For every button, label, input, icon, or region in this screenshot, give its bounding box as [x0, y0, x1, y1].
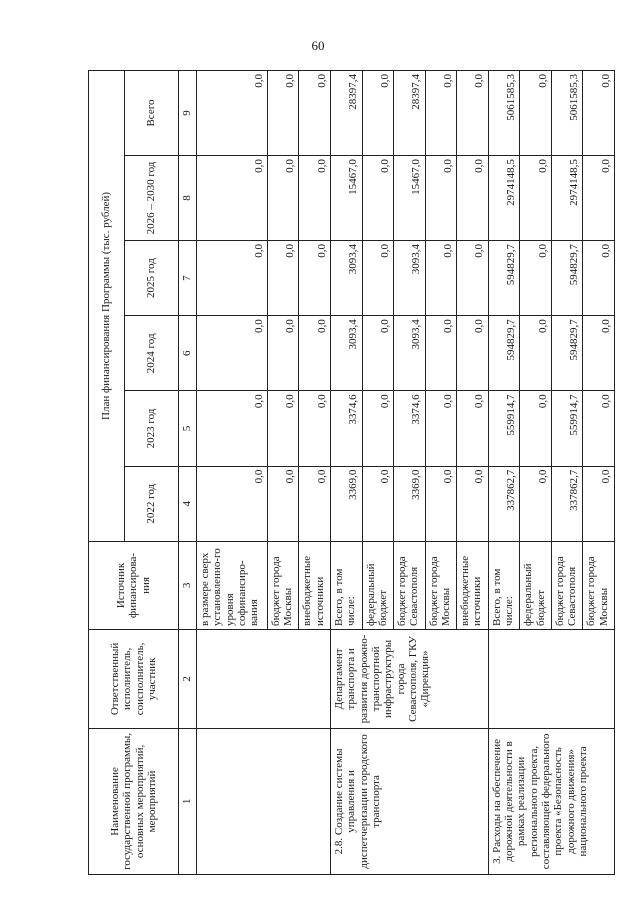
value-2022: 0,0	[583, 466, 615, 541]
header-executor: Ответственный исполнитель, соисполнитель, участник	[89, 629, 179, 728]
value-2022: 0,0	[520, 466, 552, 541]
value-2023: 0,0	[520, 391, 552, 466]
column-index: 9	[179, 71, 197, 156]
value-2024: 0,0	[299, 316, 331, 391]
value-2023: 0,0	[583, 391, 615, 466]
source-cell: Всего, в том числе:	[330, 541, 362, 629]
value-2025: 0,0	[583, 240, 615, 315]
value-2023: 559914,7	[488, 391, 520, 466]
value-2024: 594829,7	[488, 316, 520, 391]
value-2026-2030: 0,0	[583, 156, 615, 241]
value-2024: 0,0	[457, 316, 489, 391]
value-2025: 0,0	[299, 240, 331, 315]
rotated-page-content	[88, 70, 615, 875]
source-cell: внебюджетные источники	[299, 541, 331, 629]
value-2022: 337862,7	[551, 466, 583, 541]
value-2024: 3093,4	[330, 316, 362, 391]
column-index: 4	[179, 466, 197, 541]
rotated-table-container	[88, 70, 615, 875]
table-row	[330, 71, 362, 875]
value-2024: 3093,4	[394, 316, 426, 391]
value-2022: 0,0	[197, 466, 268, 541]
header-year-2023: 2023 год	[125, 391, 179, 466]
group-3-executor	[488, 629, 614, 728]
value-2025: 0,0	[267, 240, 299, 315]
value-2024: 0,0	[425, 316, 457, 391]
value-2026-2030: 0,0	[267, 156, 299, 241]
value-2023: 0,0	[299, 391, 331, 466]
value-total: 0,0	[583, 71, 615, 156]
value-2024: 0,0	[197, 316, 268, 391]
value-2025: 0,0	[520, 240, 552, 315]
column-index: 6	[179, 316, 197, 391]
value-2025: 0,0	[362, 240, 394, 315]
value-2024: 0,0	[362, 316, 394, 391]
page-number: 60	[311, 38, 325, 53]
value-2025: 0,0	[197, 240, 268, 315]
source-cell: внебюджетные источники	[457, 541, 489, 629]
source-cell: в размере сверх установленно-го уровня софинансиро-вания	[197, 541, 268, 629]
value-2025: 0,0	[457, 240, 489, 315]
value-2022: 0,0	[362, 466, 394, 541]
value-2026-2030: 0,0	[457, 156, 489, 241]
source-cell: бюджет города Москвы	[583, 541, 615, 629]
value-total: 28397,4	[330, 71, 362, 156]
value-2022: 0,0	[457, 466, 489, 541]
value-2022: 0,0	[425, 466, 457, 541]
value-2025: 0,0	[425, 240, 457, 315]
value-2025: 3093,4	[330, 240, 362, 315]
column-index: 3	[179, 541, 197, 629]
column-index: 8	[179, 156, 197, 241]
value-2026-2030: 2974148,5	[551, 156, 583, 241]
value-2025: 3093,4	[394, 240, 426, 315]
value-2026-2030: 15467,0	[330, 156, 362, 241]
value-total: 0,0	[425, 71, 457, 156]
value-2026-2030: 0,0	[425, 156, 457, 241]
column-index: 2	[179, 629, 197, 728]
value-total: 0,0	[299, 71, 331, 156]
value-2023: 559914,7	[551, 391, 583, 466]
source-cell: бюджет города Севастополя	[551, 541, 583, 629]
source-cell: бюджет города Москвы	[267, 541, 299, 629]
value-2023: 0,0	[267, 391, 299, 466]
value-2023: 0,0	[362, 391, 394, 466]
value-2026-2030: 2974148,5	[488, 156, 520, 241]
table-row	[488, 71, 520, 875]
source-cell: бюджет города Москвы	[425, 541, 457, 629]
value-total: 0,0	[197, 71, 268, 156]
header-total: Всего	[125, 71, 179, 156]
value-2025: 594829,7	[488, 240, 520, 315]
value-2023: 3374,6	[394, 391, 426, 466]
value-total: 0,0	[362, 71, 394, 156]
column-index: 7	[179, 240, 197, 315]
group-2-8-executor: Департамент транспорта и развития дорожно-транспортной инфраструктуры города Севастополя, ГКУ «Дирекция»	[330, 629, 488, 728]
value-2026-2030: 15467,0	[394, 156, 426, 241]
group-3-name: 3. Расходы на обеспечение дорожной деятельности в рамках реализации регионального проекта, составляющей федерального проекта «Безопасность дорожного движения» национального проекта	[488, 728, 614, 874]
source-cell: федеральный бюджет	[362, 541, 394, 629]
value-2022: 3369,0	[394, 466, 426, 541]
source-cell: бюджет города Севастополя	[394, 541, 426, 629]
value-2026-2030: 0,0	[197, 156, 268, 241]
group-2-8-name: 2.8. Создание системы управления и диспетчеризации городского транспорта	[330, 728, 488, 874]
value-total: 0,0	[520, 71, 552, 156]
financing-table	[88, 70, 615, 875]
value-2023: 0,0	[425, 391, 457, 466]
column-index-row	[179, 71, 197, 875]
value-total: 0,0	[267, 71, 299, 156]
header-year-2024: 2024 год	[125, 316, 179, 391]
header-program-name: Наименование государственной программы, основных мероприятий, мероприятий	[89, 728, 179, 874]
value-2024: 0,0	[520, 316, 552, 391]
value-2023: 3374,6	[330, 391, 362, 466]
source-cell: Всего, в том числе:	[488, 541, 520, 629]
value-2022: 0,0	[267, 466, 299, 541]
value-2025: 594829,7	[551, 240, 583, 315]
value-2022: 0,0	[299, 466, 331, 541]
value-2023: 0,0	[457, 391, 489, 466]
column-index: 1	[179, 728, 197, 874]
source-cell: федеральный бюджет	[520, 541, 552, 629]
continuation-executor-cell	[197, 629, 331, 728]
value-2024: 594829,7	[551, 316, 583, 391]
value-2026-2030: 0,0	[362, 156, 394, 241]
value-2022: 337862,7	[488, 466, 520, 541]
value-total: 0,0	[457, 71, 489, 156]
value-2022: 3369,0	[330, 466, 362, 541]
value-total: 5061585,3	[551, 71, 583, 156]
value-2026-2030: 0,0	[299, 156, 331, 241]
column-index: 5	[179, 391, 197, 466]
value-total: 5061585,3	[488, 71, 520, 156]
header-year-2022: 2022 год	[125, 466, 179, 541]
header-years-2026-2030: 2026 – 2030 год	[125, 156, 179, 241]
header-financing-plan: План финансирования Программы (тыс. рублей)	[89, 71, 125, 542]
table-row	[197, 71, 268, 875]
value-2023: 0,0	[197, 391, 268, 466]
value-2024: 0,0	[583, 316, 615, 391]
value-2026-2030: 0,0	[520, 156, 552, 241]
header-source: Источник финансирова-ния	[89, 541, 179, 629]
value-total: 28397,4	[394, 71, 426, 156]
header-year-2025: 2025 год	[125, 240, 179, 315]
continuation-name-cell	[197, 728, 331, 874]
value-2024: 0,0	[267, 316, 299, 391]
